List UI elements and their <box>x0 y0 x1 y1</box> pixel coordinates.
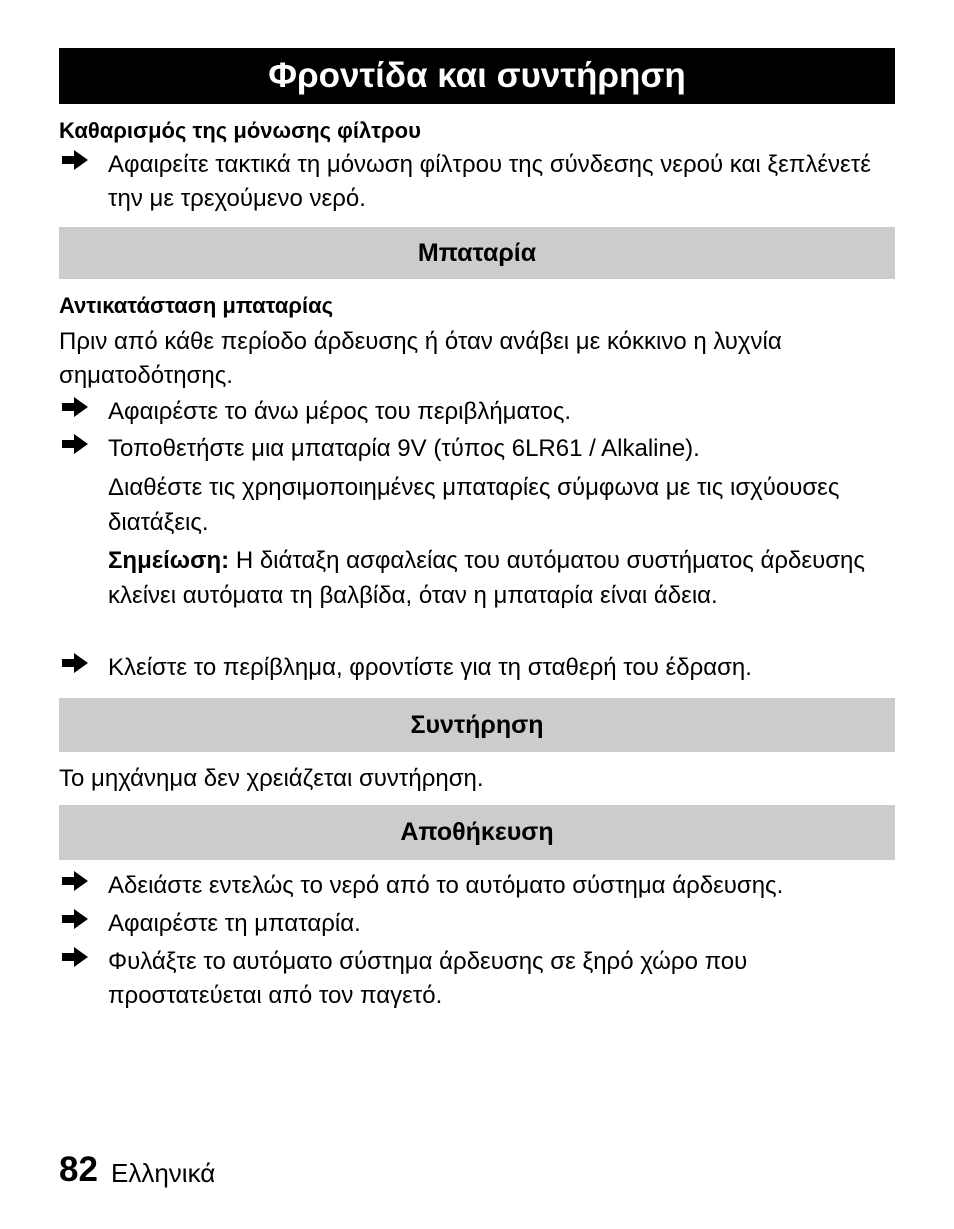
section-battery-title: Μπαταρία <box>417 238 537 267</box>
battery-dispose-note: Διαθέστε τις χρησιμοποιημένες μπαταρίες σύμφωνα με τις ισχύουσες διατάξεις. <box>108 474 840 536</box>
section-battery <box>59 227 895 279</box>
right-arrow-icon <box>60 651 90 675</box>
section-storage <box>59 805 895 860</box>
storage-bullet-1: Αδειάστε εντελώς το νερό από το αυτόματο σύστημα άρδευσης. <box>108 872 784 899</box>
battery-safety-note <box>108 543 898 613</box>
battery-bullet-2: Τοποθετήστε μια μπαταρία 9V (τύπος 6LR61 / Alkaline). <box>108 435 700 462</box>
right-arrow-icon <box>60 432 90 456</box>
section-maintenance <box>59 698 895 752</box>
storage-bullet-3: Φυλάξτε το αυτόματο σύστημα άρδευσης σε ξηρό χώρο που προστατεύεται από τον παγετό. <box>108 948 748 1009</box>
page-title-text: Φροντίδα και συντήρηση <box>268 56 686 95</box>
right-arrow-icon <box>60 395 90 419</box>
right-arrow-icon <box>60 907 90 931</box>
storage-bullet-2: Αφαιρέστε τη μπαταρία. <box>108 910 361 937</box>
battery-intro: Πριν από κάθε περίοδο άρδευσης ή όταν ανάβει με κόκκινο η λυχνία σηματοδότησης. <box>59 328 782 389</box>
right-arrow-icon <box>60 869 90 893</box>
page-title <box>59 48 895 104</box>
section-maintenance-title: Συντήρηση <box>410 710 544 739</box>
page-number: 82 <box>59 1150 98 1189</box>
battery-heading: Αντικατάσταση μπαταρίας <box>59 293 334 318</box>
note-label: Σημείωση: <box>108 547 230 574</box>
battery-bullet-3: Κλείστε το περίβλημα, φροντίστε για τη σταθερή του έδραση. <box>108 654 752 681</box>
note-text: Η διάταξη ασφαλείας του αυτόματου συστήματος άρδευσης κλείνει αυτόματα τη βαλβίδα, όταν η μπαταρία είναι άδεια. <box>108 547 865 609</box>
filter-heading: Καθαρισμός της μόνωσης φίλτρου <box>59 118 421 143</box>
filter-bullet-text: Αφαιρείτε τακτικά τη μόνωση φίλτρου της σύνδεσης νερού και ξεπλένετέ την με τρεχούμενο νερό. <box>108 151 871 212</box>
battery-bullet-1: Αφαιρέστε το άνω μέρος του περιβλήματος. <box>108 398 572 425</box>
maintenance-text: Το μηχάνημα δεν χρειάζεται συντήρηση. <box>59 765 484 792</box>
right-arrow-icon <box>60 148 90 172</box>
right-arrow-icon <box>60 945 90 969</box>
footer-language: Ελληνικά <box>111 1158 216 1188</box>
section-storage-title: Αποθήκευση <box>400 818 554 846</box>
